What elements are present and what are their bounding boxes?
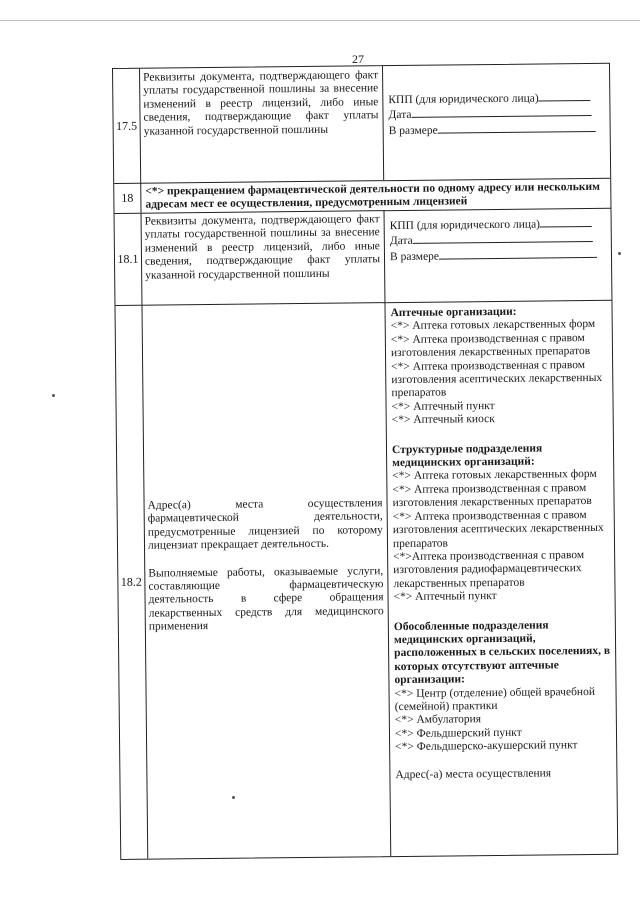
structural-units-heading: Структурные подразделения медицинских организаций: <box>391 442 543 470</box>
payment-fields <box>385 208 612 302</box>
section-title: <*> прекращением фармацевтической деятельности по одному адресу или нескольким адресам мест ее осуществления, предусмотренным лицензией <box>145 180 600 212</box>
list-item[interactable]: <*> Амбулатория <box>394 713 482 727</box>
list-item[interactable]: <*> Аптечный киоск <box>391 413 495 427</box>
table-row-18-2 <box>115 300 617 859</box>
scan-speck <box>618 252 621 255</box>
kpp-field[interactable]: КПП (для юридического лица) <box>388 90 604 108</box>
pharmacy-orgs-heading: Аптечные организации: <box>390 305 517 320</box>
row-number: 18.1 <box>115 213 143 305</box>
list-item[interactable]: <*> Аптека производственная с правом изготовления асептических лекарственных препаратов <box>391 358 603 400</box>
list-item[interactable]: <*>Аптека производственная с правом изготовления радиофармацевтических лекарственных препаратов <box>393 548 585 590</box>
row-description: Реквизиты документа, подтверждающего факт уплаты государственной пошлины за внесение изменений в реестр лицензий, либо иные сведения, подтверждающие факт уплаты указанной государственной пошлины <box>141 210 386 305</box>
address-description: Адрес(а) места осуществления фармацевтической деятельности, предусмотренные лицензией по которому лицензиат прекращает деятельность. <box>147 497 383 552</box>
row-description: Реквизиты документа, подтверждающего факт уплаты государственной пошлины за внесение изменений в реестр лицензий, либо иные сведения, подтверждающие факт уплаты указанной государственной пошлины <box>139 66 384 183</box>
row-number: 18 <box>114 183 141 213</box>
list-item[interactable]: <*> Фельдшерско-акушерский пункт <box>395 739 578 754</box>
address-tail: Адрес(-а) места осуществления <box>395 767 552 781</box>
list-item[interactable]: <*> Аптека готовых лекарственных форм <box>390 318 596 333</box>
kpp-field[interactable]: КПП (для юридического лица) <box>390 216 606 234</box>
table-row-18-1 <box>115 208 612 306</box>
scan-speck <box>232 796 235 799</box>
date-field[interactable]: Дата <box>388 105 604 123</box>
row-number: 18.2 <box>115 305 148 859</box>
list-item[interactable]: <*> Аптечный пункт <box>391 399 495 413</box>
list-item[interactable]: <*> Аптека готовых лекарственных форм <box>392 468 597 483</box>
form-table <box>112 63 618 860</box>
rural-units-heading: Обособленные подразделения медицинских организаций, расположенных в сельских поселениях, в которых отсутствуют аптечные организации: <box>393 618 611 687</box>
list-item[interactable]: <*> Центр (отделение) общей врачебной (семейной) практики <box>394 685 596 714</box>
scan-edge-line <box>0 20 640 21</box>
amount-field[interactable]: В размере <box>389 121 605 139</box>
list-item[interactable]: <*> Аптека производственная с правом изготовления лекарственных препаратов <box>392 481 592 510</box>
payment-fields <box>383 64 610 180</box>
list-item[interactable]: <*> Аптечный пункт <box>393 590 497 604</box>
date-field[interactable]: Дата <box>390 231 606 249</box>
page-number: 27 <box>352 52 364 66</box>
organization-options <box>385 300 617 856</box>
row-description <box>141 302 391 859</box>
list-item[interactable]: <*> Аптека производственная с правом изготовления асептических лекарственных препаратов <box>392 508 604 550</box>
table-row-17-5 <box>113 64 610 184</box>
works-description: Выполняемые работы, оказываемые услуги, составляющие фармацевтическую деятельность в сфере обращения лекарственных средств для медицинского применения <box>148 564 384 633</box>
list-item[interactable]: <*> Фельдшерский пункт <box>394 726 522 740</box>
list-item[interactable]: <*> Аптека производственная с правом изготовления лекарственных препаратов <box>390 331 591 360</box>
amount-field[interactable]: В размере <box>390 247 606 265</box>
scan-speck <box>52 394 55 397</box>
row-number: 17.5 <box>113 69 141 183</box>
